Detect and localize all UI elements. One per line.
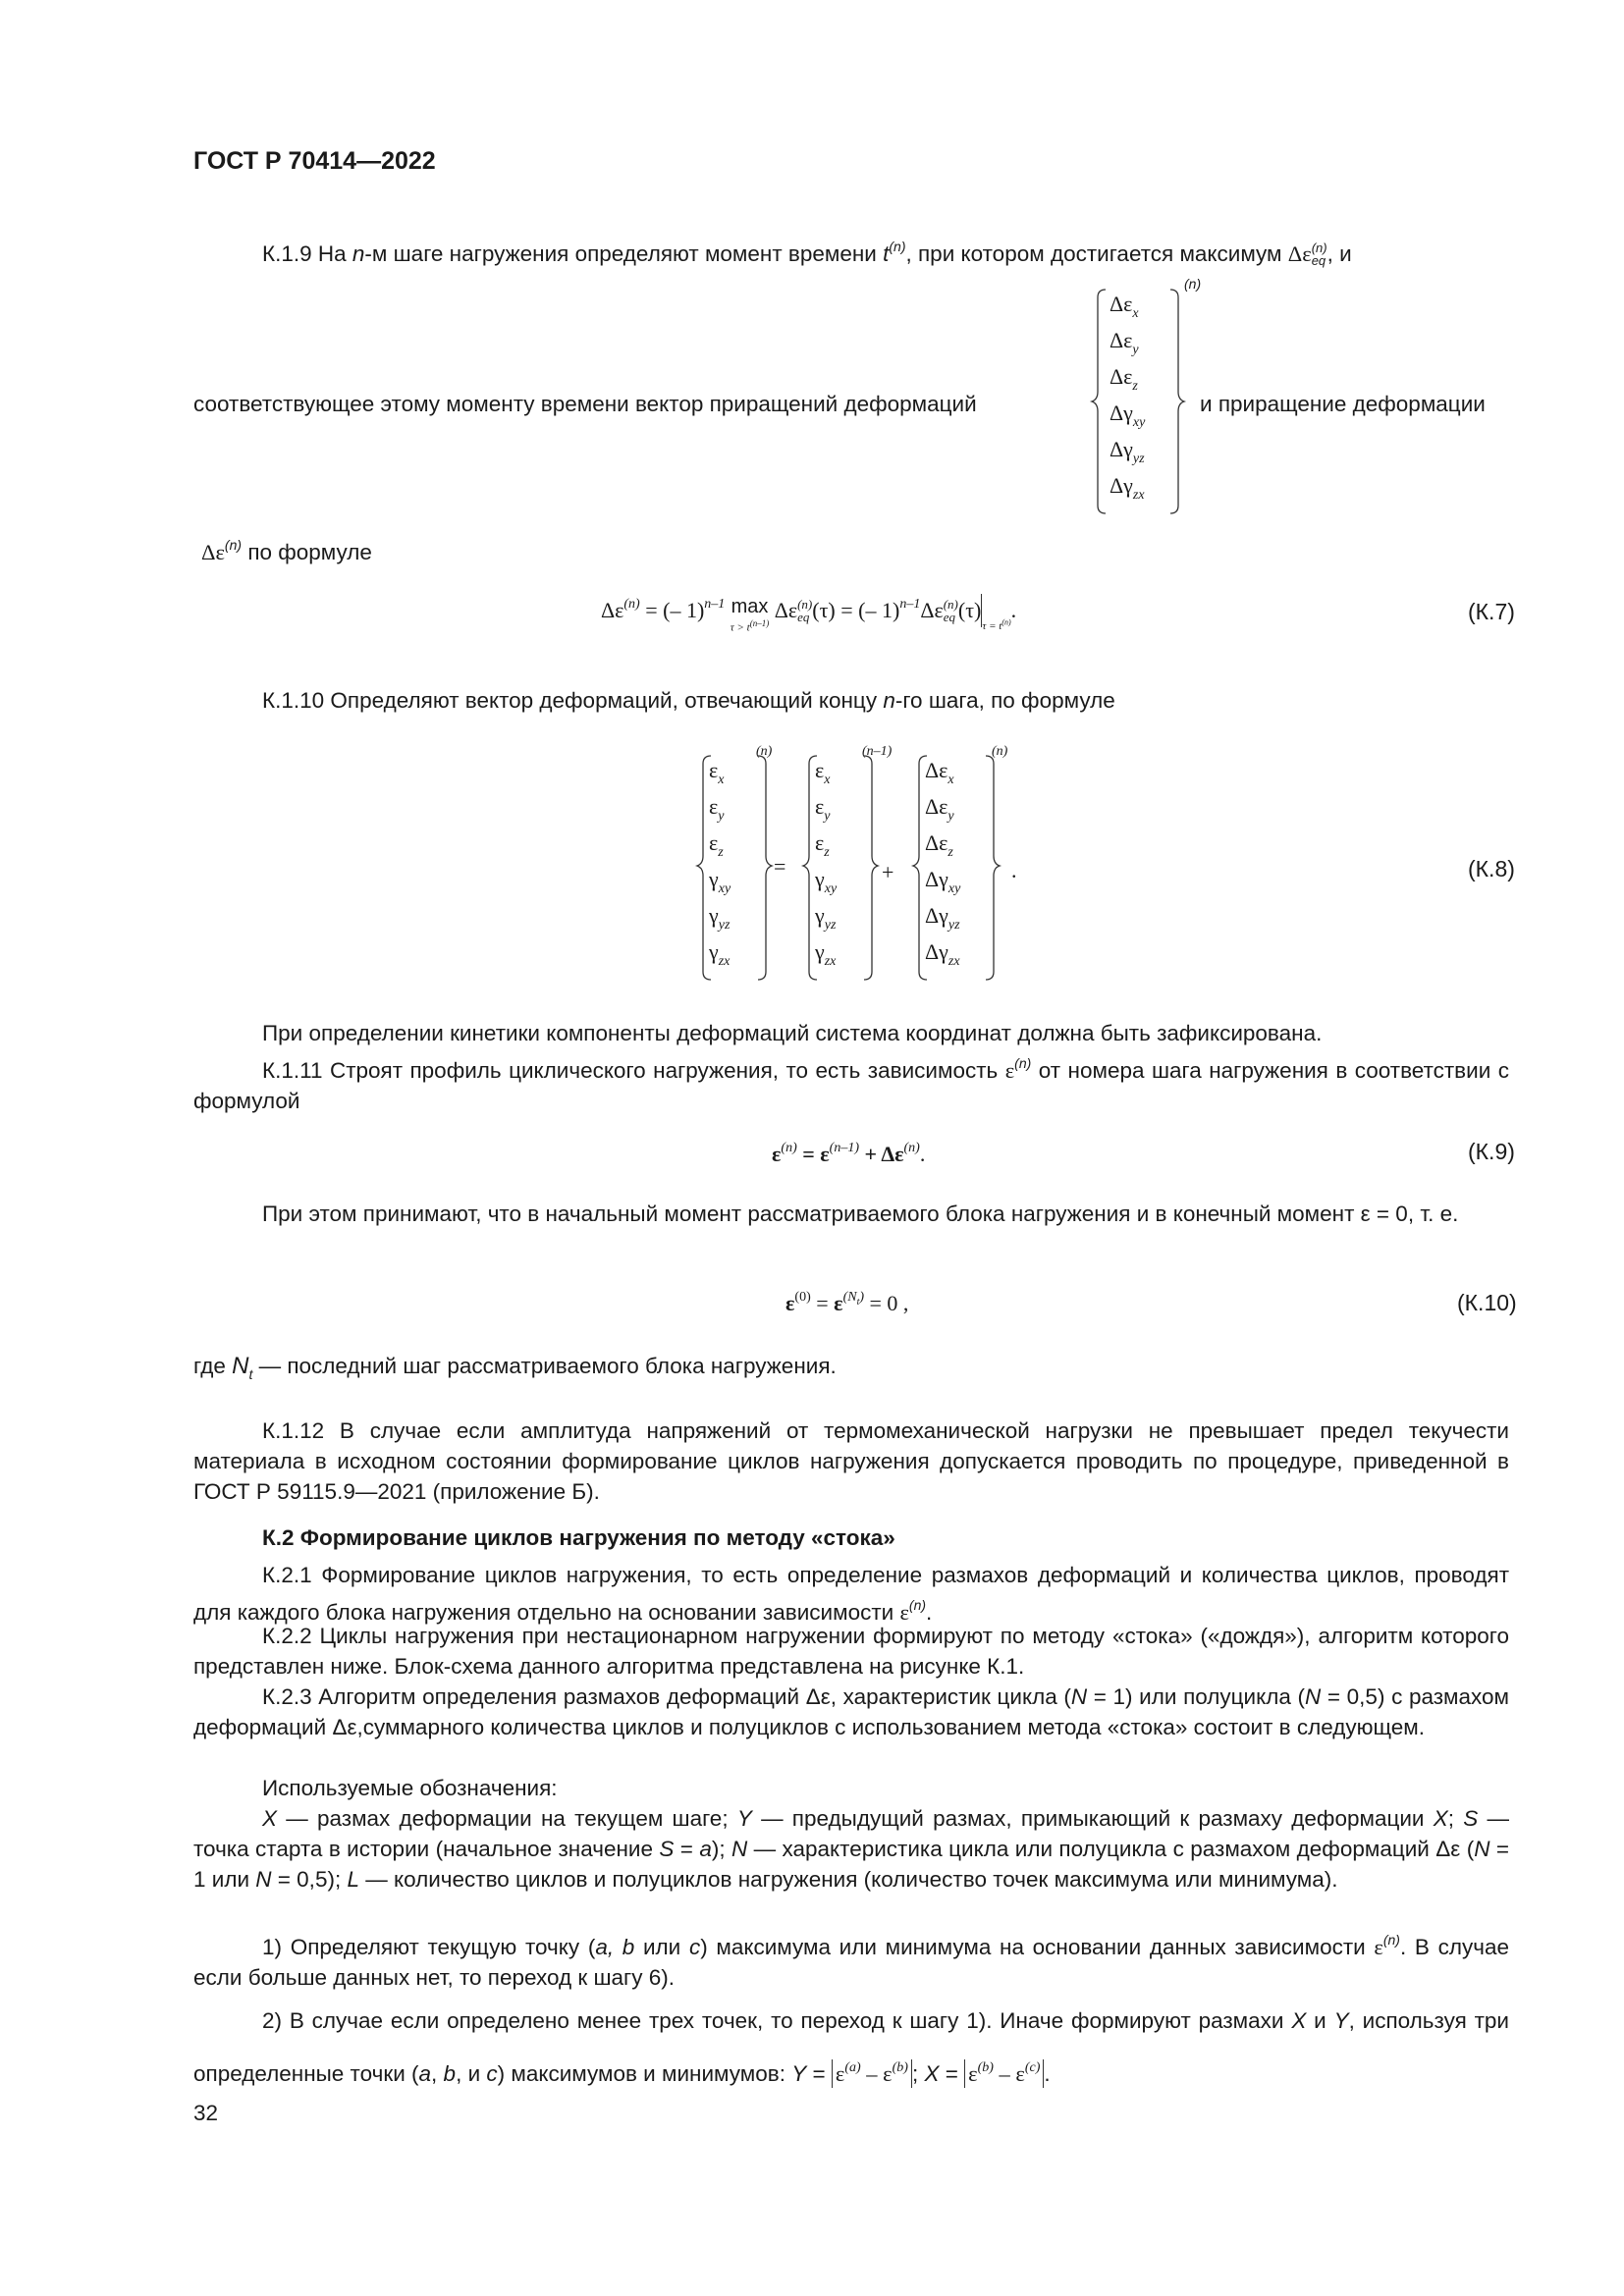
- paragraph-k111: К.1.11 Строят профиль циклического нагружения, то есть зависимость $\varepsilon^{(n)}$ от номера шага нагружения в соответствии с формулой: [193, 1055, 1509, 1113]
- vector-component: $\Delta\varepsilon_x$: [925, 758, 954, 787]
- k19-line2-left: соответствующее этому моменту времени вектор приращений деформаций: [193, 392, 977, 416]
- vector-components: [1110, 286, 1145, 504]
- paragraph-step2: 2) В случае если определено менее трех точек, то переход к шагу 1). Иначе формируют размахи X и Y, используя три определенные точки (a, b, и c) максимумов и минимумов: $Y = \varepsilon^{(a)} - \varepsilon^{(b)}$ ; $X = \varepsilon^{(b)} - \varepsilon^{(c)}$ .: [193, 2008, 1509, 2086]
- vector-component: $\Delta\gamma_{xy}$: [925, 867, 961, 896]
- formula-k10: $\varepsilon^{(0)} = \varepsilon^{(N_t)} = 0$ ,: [785, 1290, 909, 1315]
- k8-increment-vector: [925, 752, 960, 970]
- paragraph-k21: К.2.1 Формирование циклов нагружения, то есть определение размахов деформаций и количества циклов, проводят для каждого блока нагружения отдельно на основании зависимости $\varepsilon^{(n)}$.: [193, 1563, 1509, 1625]
- k19-line1: К.1.9 На n-м шаге нагружения определяют момент времени $t^{(n)}$, при котором достигается максимум Δε (n) eq , и: [262, 239, 1352, 268]
- formula-k9-number: (К.9): [1468, 1139, 1515, 1164]
- vector-component: $\gamma_{yz}$: [815, 903, 837, 933]
- vector-component: $\varepsilon_z$: [815, 830, 830, 860]
- paragraph-kinetic: При определении кинетики компоненты деформаций система координат должна быть зафиксирована.: [262, 1021, 1323, 1045]
- k8-left-vector: [709, 752, 731, 970]
- paragraph-used-notation: Используемые обозначения:: [262, 1776, 558, 1800]
- vector-component: $\varepsilon_x$: [709, 758, 725, 787]
- vector-component: $\Delta\gamma_{zx}$: [1110, 473, 1145, 503]
- section-k2-title: К.2 Формирование циклов нагружения по методу «стока»: [262, 1525, 895, 1550]
- paragraph-definitions: X — размах деформации на текущем шаге; Y — предыдущий размах, примыкающий к размаху деформации X; S — точка старта в истории (начальное значение S = a); N — характеристика цикла или полуцикла с размахом деформаций Δε (N = 1 или N = 0,5); L — количество циклов и полуциклов нагружения (количество точек максимума или минимума).: [193, 1806, 1509, 1892]
- vector-component: $\varepsilon_y$: [709, 794, 725, 824]
- page-number: 32: [193, 2101, 219, 2125]
- formula-k10-number: (К.10): [1457, 1290, 1517, 1315]
- k19-line2-right: и приращение деформации: [1200, 392, 1486, 416]
- vector-component: $\Delta\varepsilon_z$: [925, 830, 953, 860]
- formula-k8: $\varepsilon_x$ $\varepsilon_y$ $\varepsilon_z$ $\gamma_{xy}$ $\gamma_{yz}$ $\gamma_{zx}$ (n) = $\varepsilon_x$ $\varepsilon_y$ $\varepsilon_z$ $\gamma_{xy}$ $\gamma_{yz}$ $\gamma_{zx}$ (n–1) + $\Delta\varepsilon_x$ $\Delta\varepsilon_y$ $\Delta\varepsilon_z$ $\Delta\gamma_{xy}$ $\Delta\gamma_{yz}$ $\Delta\gamma_{zx}$ (n) .: [695, 748, 1029, 993]
- formula-k9: $\varepsilon^{(n)} = \varepsilon^{(n-1)} + \Delta\varepsilon^{(n)}$.: [772, 1141, 926, 1166]
- vector-component: $\varepsilon_y$: [815, 794, 831, 824]
- vector-component: $\Delta\gamma_{yz}$: [925, 903, 960, 933]
- paragraph-k112: К.1.12 В случае если амплитуда напряжений от термомеханической нагрузки не превышает предел текучести материала в исходном состоянии формирование циклов нагружения допускается проводить по процедуре, приведенной в ГОСТ Р 59115.9—2021 (приложение Б).: [193, 1418, 1509, 1504]
- vector-component: $\gamma_{xy}$: [709, 867, 731, 896]
- document-header: ГОСТ Р 70414—2022: [193, 147, 436, 175]
- vector-component: $\Delta\varepsilon_y$: [1110, 328, 1139, 357]
- paragraph-k23: К.2.3 Алгоритм определения размахов деформаций Δε, характеристик цикла (N = 1) или полуцикла (N = 0,5) с размахом деформаций Δε,суммарного количества циклов и полуциклов с использованием метода «стока» состоит в следующем.: [193, 1684, 1510, 1739]
- paragraph-step1: 1) Определяют текущую точку (a, b или c) максимума или минимума на основании данных зависимости $\varepsilon^{(n)}$. В случае если больше данных нет, то переход к шагу 6).: [193, 1932, 1509, 1990]
- formula-k7-number: (К.7): [1468, 599, 1515, 624]
- k8-braces: [695, 748, 1029, 993]
- paragraph-k22: К.2.2 Циклы нагружения при нестационарном нагружении формируют по методу «стока» («дождя»), алгоритм которого представлен ниже. Блок-схема данного алгоритма представлена на рисунке К.1.: [193, 1624, 1509, 1679]
- vector-component: $\Delta\gamma_{zx}$: [925, 939, 960, 969]
- paragraph-where: где $N_t$ — последний шаг рассматриваемого блока нагружения.: [193, 1353, 837, 1382]
- vector-component: $\Delta\gamma_{xy}$: [1110, 400, 1146, 430]
- vector-component: $\Delta\gamma_{yz}$: [1110, 437, 1145, 466]
- vector-component: $\gamma_{zx}$: [815, 939, 837, 969]
- vector-component: $\gamma_{zx}$: [709, 939, 731, 969]
- k8-prev-vector: [815, 752, 837, 970]
- vector-component: $\gamma_{xy}$: [815, 867, 838, 896]
- vector-component: $\Delta\varepsilon_y$: [925, 794, 954, 824]
- k110-text: К.1.10 Определяют вектор деформаций, отвечающий концу n-го шага, по формуле: [262, 688, 1115, 713]
- vector-component: $\Delta\varepsilon_z$: [1110, 364, 1138, 394]
- vector-component: $\varepsilon_x$: [815, 758, 831, 787]
- formula-k8-number: (К.8): [1468, 856, 1515, 881]
- vector-component: $\varepsilon_z$: [709, 830, 724, 860]
- formula-k7: $\Delta\varepsilon^{(n)}$ = (– 1)$^{n-1}$ max $\tau > t^{(n-1)}$ Δε (n) eq (τ) = (– 1)$^{n-1}$Δε (n) eq $(\tau)_{\tau = t^{(n)}}$.: [601, 594, 1016, 635]
- vector-component: $\gamma_{yz}$: [709, 903, 731, 933]
- paragraph-start-end: При этом принимают, что в начальный момент рассматриваемого блока нагружения и в конечный момент ε = 0, т. е.: [262, 1201, 1459, 1226]
- vector-component: $\Delta\varepsilon_x$: [1110, 292, 1139, 321]
- document-page: ГОСТ Р 70414—2022 К.1.9 На n-м шаге нагружения определяют момент времени $t^{(n)}$, при котором достигается максимум Δε (n) eq , и $\Delta\varepsilon_x$ $\Delta\varepsilon_y$ $\Delta\varepsilon_z$ $\Delta\gamma_{xy}$ $\Delta\gamma_{yz}$ $\Delta\gamma_{zx}$ (n) соответствующее этому моменту времени вектор приращений деформаций и приращение деформации $\Delta\varepsilon^{(n)}$ по формуле $\Delta\varepsilon^{(n)}$ = (– 1)$^{n-1}$ max $\tau > t^{(n-1)}$ Δε (n) eq (τ) = (– 1)$^{n-1}$Δε (n) eq $(\tau)_{\tau = t^{(n)}}$. (К.7) К.1.10 Определяют вектор деформаций, отвечающий концу n-го шага, по формуле $\varepsilon_x$ $\varepsilon_y$ $\varepsilon_z$ $\gamma_{xy}$ $\gamma_{yz}$ $\gamma_{zx}$ (n) = $\varepsilon_x$ $\varepsilon_y$ $\varepsilon_z$ $\gamma_{xy}$ $\gamma_{yz}$ $\gamma_{zx}$ (n–1) + $\Delta\varepsilon_x$ $\Delta\varepsilon_y$ $\Delta\varepsilon_z$ $\Delta\gamma_{xy}$ $\Delta\gamma_{yz}$ $\Delta\gamma_{zx}$ (n) . (К.8) При определении кинетики компоненты деформаций система координат должна быть зафиксирована. К.1.11 Строят профиль циклического нагружения, то есть зависимость $\varepsilon^{(n)}$ от номера шага нагружения в соответствии с формулой $\varepsilon^{(n)} = \varepsilon^{(n-1)} + \Delta\varepsilon^{(n)}$. (К.9) При этом принимают, что в начальный момент рассматриваемого блока нагружения и в конечный момент ε = 0, т. е. $\varepsilon^{(0)} = \varepsilon^{(N_t)} = 0$ , (К.10) где $N_t$ — последний шаг рассматриваемого блока нагружения. К.1.12 В случае если амплитуда напряжений от термомеханической нагрузки не превышает предел текучести материала в исходном состоянии формирование циклов нагружения допускается проводить по процедуре, приведенной в ГОСТ Р 59115.9—2021 (приложение Б). К.2 Формирование циклов нагружения по методу «стока» К.2.1 Формирование циклов нагружения, то есть определение размахов деформаций и количества циклов, проводят для каждого блока нагружения отдельно на основании зависимости $\varepsilon^{(n)}$. К.2.2 Циклы нагружения при нестационарном нагружении формируют по методу «стока» («дождя»), алгоритм которого представлен ниже. Блок-схема данного алгоритма представлена на рисунке К.1. К.2.3 Алгоритм определения размахов деформаций Δε, характеристик цикла (N = 1) или полуцикла (N = 0,5) с размахом деформаций Δε,суммарного количества циклов и полуциклов с использованием метода «стока» состоит в следующем. Используемые обозначения: X — размах деформации на текущем шаге; Y — предыдущий размах, примыкающий к размаху деформации X; S — точка старта в истории (начальное значение S = a); N — характеристика цикла или полуцикла с размахом деформаций Δε (N = 1 или N = 0,5); L — количество циклов и полуциклов нагружения (количество точек максимума или минимума). 1) Определяют текущую точку (a, b или c) максимума или минимума на основании данных зависимости $\varepsilon^{(n)}$. В случае если больше данных нет, то переход к шагу 6). 2) В случае если определено менее трех точек, то переход к шагу 1). Иначе формируют размахи X и Y, используя три определенные точки (a, b, и c) максимумов и минимумов: $Y = \varepsilon^{(a)} - \varepsilon^{(b)}$ ; $X = \varepsilon^{(b)} - \varepsilon^{(c)}$ . 32: [193, 147, 1517, 2125]
- k19-line3: $\Delta\varepsilon^{(n)}$ по формуле: [201, 537, 372, 564]
